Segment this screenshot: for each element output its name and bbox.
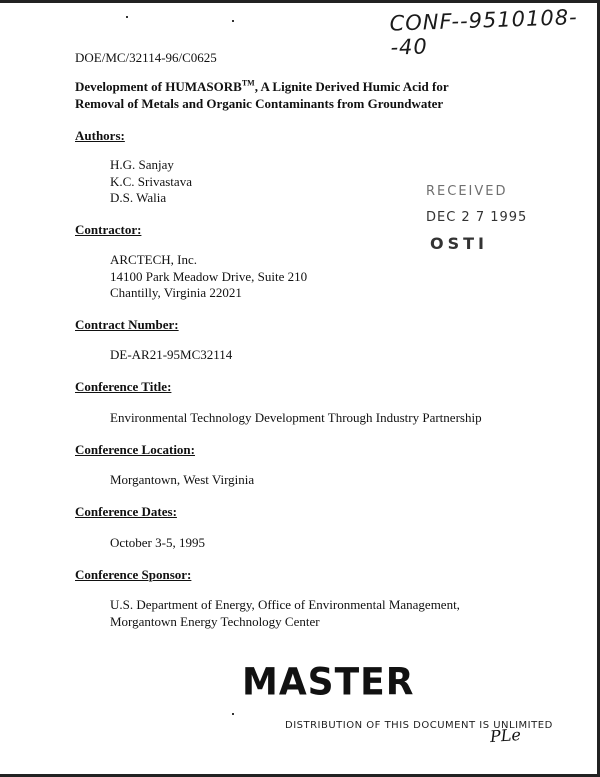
contractor-heading: Contractor: xyxy=(75,222,142,237)
contractor-address xyxy=(110,252,307,302)
contractor-line: Chantilly, Virginia 22021 xyxy=(110,285,242,300)
author-name: D.S. Walia xyxy=(110,190,167,205)
contractor-line: ARCTECH, Inc. xyxy=(110,252,198,267)
scan-speck xyxy=(232,713,234,715)
conference-location-value: Morgantown, West Virginia xyxy=(110,472,255,487)
contractor-line: 14100 Park Meadow Drive, Suite 210 xyxy=(110,268,308,284)
conference-dates-heading: Conference Dates: xyxy=(75,504,177,519)
document-number: DOE/MC/32114-96/C0625 xyxy=(75,50,217,65)
title-line1-prefix: Development of HUMASORB xyxy=(75,79,242,94)
author-list xyxy=(110,157,192,207)
conference-dates-value: October 3-5, 1995 xyxy=(110,535,205,550)
received-date-stamp: DEC 2 7 1995 xyxy=(426,210,528,225)
authors-heading: Authors: xyxy=(75,128,125,143)
master-stamp: MASTER xyxy=(242,660,415,705)
scan-speck xyxy=(126,16,128,18)
conference-title-heading: Conference Title: xyxy=(75,379,172,394)
author-name: H.G. Sanjay xyxy=(110,157,174,172)
handwritten-conf-number: CONF--9510108--40 xyxy=(389,5,579,60)
osti-stamp: OSTI xyxy=(430,234,488,253)
title-line1-suffix: , A Lignite Derived Humic Acid for xyxy=(254,79,449,94)
distribution-statement: DISTRIBUTION OF THIS DOCUMENT IS UNLIMITED xyxy=(285,720,553,731)
sponsor-line: Morgantown Energy Technology Center xyxy=(110,613,320,629)
title-line2: Removal of Metals and Organic Contaminants from Groundwater xyxy=(75,96,444,111)
conference-sponsor-heading: Conference Sponsor: xyxy=(75,567,192,582)
handwritten-initials: PLe xyxy=(489,724,522,747)
received-stamp: RECEIVED xyxy=(426,184,508,199)
scan-border-top xyxy=(0,0,600,3)
sponsor-line: U.S. Department of Energy, Office of Environmental Management, xyxy=(110,597,460,612)
contract-number-heading: Contract Number: xyxy=(75,317,179,332)
document-title xyxy=(75,78,535,112)
scan-speck xyxy=(232,20,234,22)
conference-location-heading: Conference Location: xyxy=(75,442,195,457)
author-name: K.C. Srivastava xyxy=(110,173,192,189)
conference-sponsor-value xyxy=(110,597,460,630)
conference-title-value: Environmental Technology Development Through Industry Partnership xyxy=(110,410,482,425)
contract-number-value: DE-AR21-95MC32114 xyxy=(110,347,233,362)
trademark-mark: TM xyxy=(241,78,255,88)
